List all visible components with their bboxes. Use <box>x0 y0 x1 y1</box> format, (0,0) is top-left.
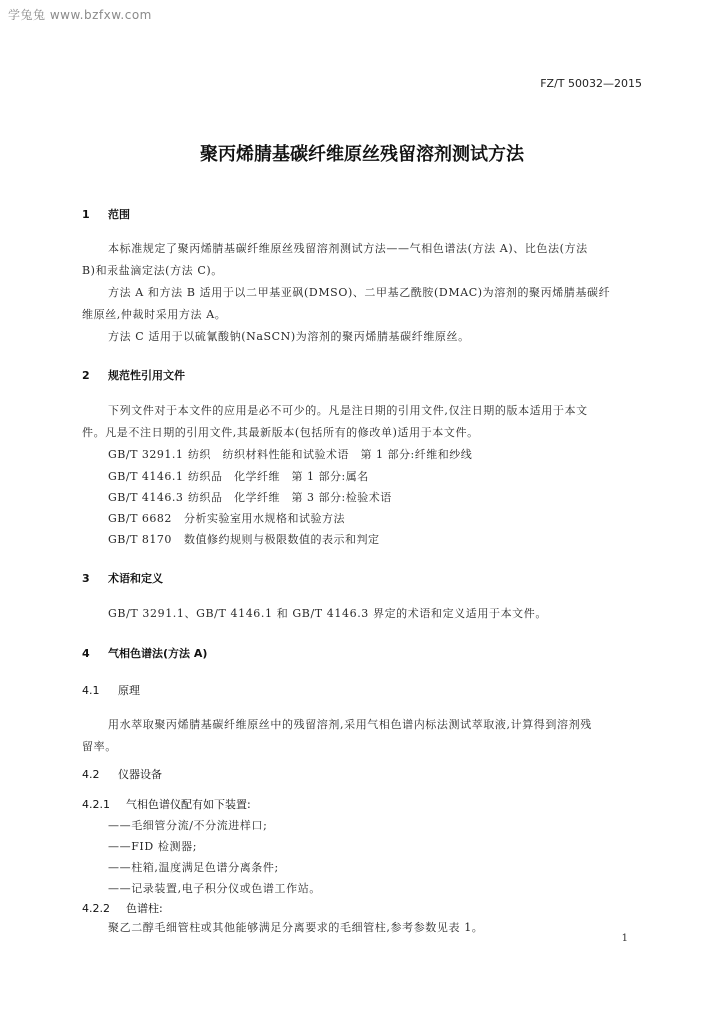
subsection-number: 4.2 <box>82 768 100 781</box>
paragraph-line: 方法 C 适用于以硫氰酸钠(NaSCN)为溶剂的聚丙烯腈基碳纤维原丝。 <box>108 330 470 343</box>
paragraph-line: 留率。 <box>82 740 117 753</box>
section-number: 2 <box>82 369 90 382</box>
paragraph-line: 下列文件对于本文件的应用是必不可少的。凡是注日期的引用文件,仅注日期的版本适用于本文 <box>108 404 588 417</box>
section-number: 4 <box>82 647 90 660</box>
reference-item <box>108 489 392 505</box>
clause-4-2-1-heading <box>82 796 251 812</box>
list-item: ——柱箱,温度满足色谱分离条件; <box>108 861 279 874</box>
reference-code: GB/T 4146.3 <box>108 491 184 504</box>
paragraph-line: 用水萃取聚丙烯腈基碳纤维原丝中的残留溶剂,采用气相色谱内标法测试萃取液,计算得到溶剂残 <box>108 718 592 731</box>
section-2-heading <box>82 367 185 383</box>
section-title: 范围 <box>108 208 130 221</box>
watermark-text: 学兔兔 www.bzfxw.com <box>8 8 152 22</box>
subsection-4-2-heading <box>82 766 162 782</box>
subsection-4-1-heading <box>82 682 140 698</box>
clause-title: 色谱柱: <box>126 902 163 915</box>
page-number: 1 <box>621 933 628 944</box>
reference-code: GB/T 4146.1 <box>108 470 184 483</box>
reference-item <box>108 468 369 484</box>
reference-title: 纺织品 化学纤维 第 3 部分:检验术语 <box>188 491 392 504</box>
document-title: 聚丙烯腈基碳纤维原丝残留溶剂测试方法 <box>200 144 524 165</box>
subsection-number: 4.1 <box>82 684 100 697</box>
reference-code: GB/T 8170 <box>108 533 172 546</box>
list-item: ——毛细管分流/不分流进样口; <box>108 819 268 832</box>
section-3-heading <box>82 570 163 586</box>
reference-title: 分析实验室用水规格和试验方法 <box>184 512 345 525</box>
section-title: 气相色谱法(方法 A) <box>108 647 208 660</box>
section-1-heading <box>82 206 130 222</box>
section-title: 术语和定义 <box>108 572 163 585</box>
paragraph-line: B)和汞盐滴定法(方法 C)。 <box>82 264 223 277</box>
section-4-heading <box>82 645 207 661</box>
section-number: 3 <box>82 572 90 585</box>
clause-number: 4.2.1 <box>82 798 110 811</box>
clause-title: 气相色谱仪配有如下装置: <box>126 798 251 811</box>
section-number: 1 <box>82 208 90 221</box>
reference-code: GB/T 3291.1 <box>108 448 184 461</box>
reference-item <box>108 446 472 462</box>
reference-title: 纺织 纺织材料性能和试验术语 第 1 部分:纤维和纱线 <box>188 448 473 461</box>
section-title: 规范性引用文件 <box>108 369 185 382</box>
paragraph-line: GB/T 3291.1、GB/T 4146.1 和 GB/T 4146.3 界定的术语和定义适用于本文件。 <box>108 607 547 620</box>
reference-code: GB/T 6682 <box>108 512 172 525</box>
standard-code: FZ/T 50032—2015 <box>540 77 642 90</box>
paragraph-line: 维原丝,仲裁时采用方法 A。 <box>82 308 227 321</box>
paragraph-line: 方法 A 和方法 B 适用于以二甲基亚砜(DMSO)、二甲基乙酰胺(DMAC)为溶剂的聚丙烯腈基碳纤 <box>108 286 611 299</box>
reference-item <box>108 531 380 547</box>
reference-title: 纺织品 化学纤维 第 1 部分:属名 <box>188 470 369 483</box>
clause-number: 4.2.2 <box>82 902 110 915</box>
paragraph-line: 件。凡是不注日期的引用文件,其最新版本(包括所有的修改单)适用于本文件。 <box>82 426 479 439</box>
list-item: ——记录装置,电子积分仪或色谱工作站。 <box>108 882 321 895</box>
paragraph-line: 聚乙二醇毛细管柱或其他能够满足分离要求的毛细管柱,参考参数见表 1。 <box>108 921 484 934</box>
reference-title: 数值修约规则与极限数值的表示和判定 <box>184 533 380 546</box>
subsection-title: 原理 <box>118 684 140 697</box>
clause-4-2-2-heading <box>82 900 163 916</box>
paragraph-line: 本标准规定了聚丙烯腈基碳纤维原丝残留溶剂测试方法——气相色谱法(方法 A)、比色法(方法 <box>108 242 588 255</box>
reference-item <box>108 510 345 526</box>
subsection-title: 仪器设备 <box>118 768 162 781</box>
list-item: ——FID 检测器; <box>108 840 197 853</box>
